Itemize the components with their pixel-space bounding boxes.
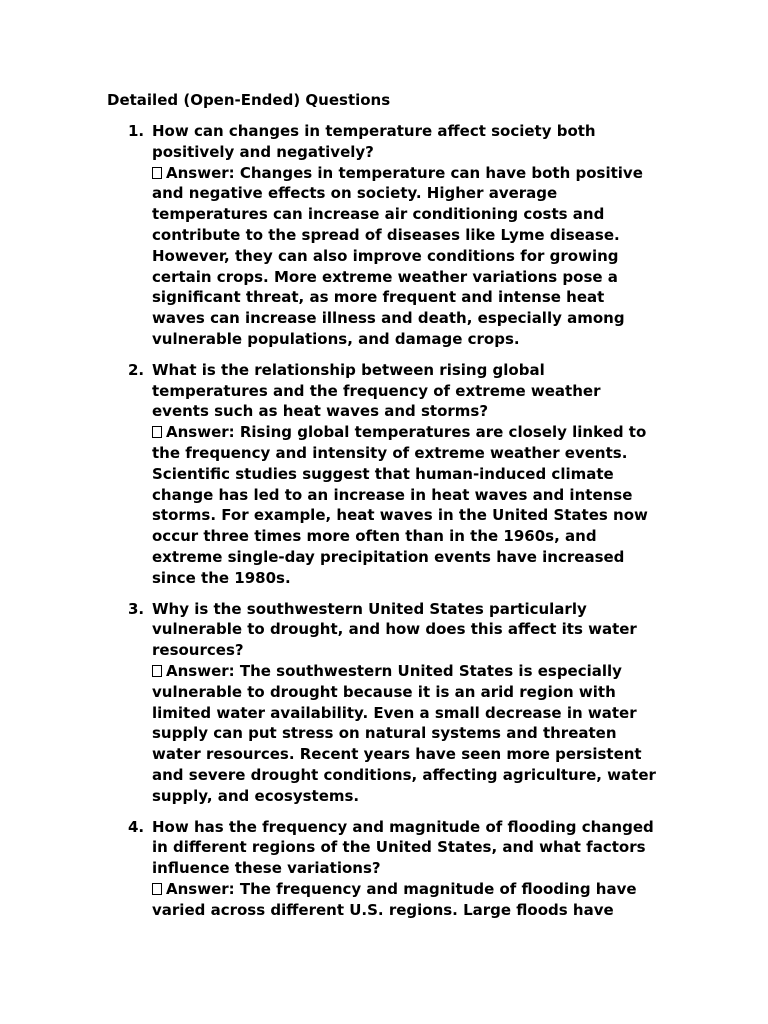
answer-line: However, they can also improve conditions for growing xyxy=(152,246,619,265)
answer-line: vulnerable populations, and damage crops. xyxy=(152,329,520,348)
question-item-2 xyxy=(128,360,672,589)
answer-text: Answer: The frequency and magnitude of flooding have xyxy=(166,879,637,898)
answer-line xyxy=(152,879,672,900)
answer-line: water resources. Recent years have seen more persistent xyxy=(152,745,642,764)
question-number: 3. xyxy=(128,599,145,618)
answer-line: and negative effects on society. Higher average xyxy=(152,184,558,203)
question-number: 4. xyxy=(128,817,145,836)
question-item-4 xyxy=(128,817,672,921)
question-line: Why is the southwestern United States particularly xyxy=(152,599,587,618)
answer-line: supply can put stress on natural systems and threaten xyxy=(152,724,617,743)
missing-glyph-icon xyxy=(152,883,162,895)
answer-line: temperatures can increase air conditioning costs and xyxy=(152,205,605,224)
question-line: in different regions of the United States, and what factors xyxy=(152,838,646,857)
question-item-1 xyxy=(128,121,672,350)
answer-line: the frequency and intensity of extreme weather events. xyxy=(152,443,628,462)
answer-line: varied across different U.S. regions. Large floods have xyxy=(152,900,614,919)
answer-line xyxy=(152,422,672,443)
answer-line: vulnerable to drought because it is an arid region with xyxy=(152,682,616,701)
answer-line: certain crops. More extreme weather variations pose a xyxy=(152,267,618,286)
question-line: influence these variations? xyxy=(152,859,381,878)
answer-line: storms. For example, heat waves in the United States now xyxy=(152,506,648,525)
answer-line: waves can increase illness and death, especially among xyxy=(152,309,625,328)
question-item-3 xyxy=(128,599,672,807)
answer-line: limited water availability. Even a small decrease in water xyxy=(152,703,637,722)
question-number: 2. xyxy=(128,360,145,379)
answer-line: contribute to the spread of diseases like Lyme disease. xyxy=(152,225,620,244)
answer-text: Answer: Changes in temperature can have both positive xyxy=(166,163,643,182)
question-text xyxy=(152,817,672,921)
question-line: How has the frequency and magnitude of flooding changed xyxy=(152,817,654,836)
question-line: events such as heat waves and storms? xyxy=(152,402,489,421)
answer-line: extreme single-day precipitation events have increased xyxy=(152,547,625,566)
answer-line xyxy=(152,163,672,184)
answer-text: Answer: Rising global temperatures are closely linked to xyxy=(166,423,647,442)
answer-line: significant threat, as more frequent and intense heat xyxy=(152,288,605,307)
missing-glyph-icon xyxy=(152,167,162,179)
section-heading: Detailed (Open-Ended) Questions xyxy=(107,91,391,109)
question-text xyxy=(152,599,672,807)
question-text xyxy=(152,360,672,589)
question-line: What is the relationship between rising global xyxy=(152,360,545,379)
question-line: vulnerable to drought, and how does this affect its water xyxy=(152,620,637,639)
answer-line: supply, and ecosystems. xyxy=(152,786,360,805)
missing-glyph-icon xyxy=(152,426,162,438)
answer-text: Answer: The southwestern United States is especially xyxy=(166,661,622,680)
answer-line xyxy=(152,661,672,682)
answer-line: since the 1980s. xyxy=(152,568,291,587)
question-line: positively and negatively? xyxy=(152,142,374,161)
answer-line: and severe drought conditions, affecting agriculture, water xyxy=(152,765,656,784)
question-line: temperatures and the frequency of extreme weather xyxy=(152,381,601,400)
question-list xyxy=(128,121,672,930)
question-text xyxy=(152,121,672,350)
missing-glyph-icon xyxy=(152,665,162,677)
question-number: 1. xyxy=(128,122,145,140)
answer-line: change has led to an increase in heat waves and intense xyxy=(152,485,633,504)
answer-line: occur three times more often than in the 1960s, and xyxy=(152,527,597,546)
answer-line: Scientific studies suggest that human-induced climate xyxy=(152,464,614,483)
question-line: resources? xyxy=(152,641,244,660)
question-line: How can changes in temperature affect society both xyxy=(152,122,596,140)
